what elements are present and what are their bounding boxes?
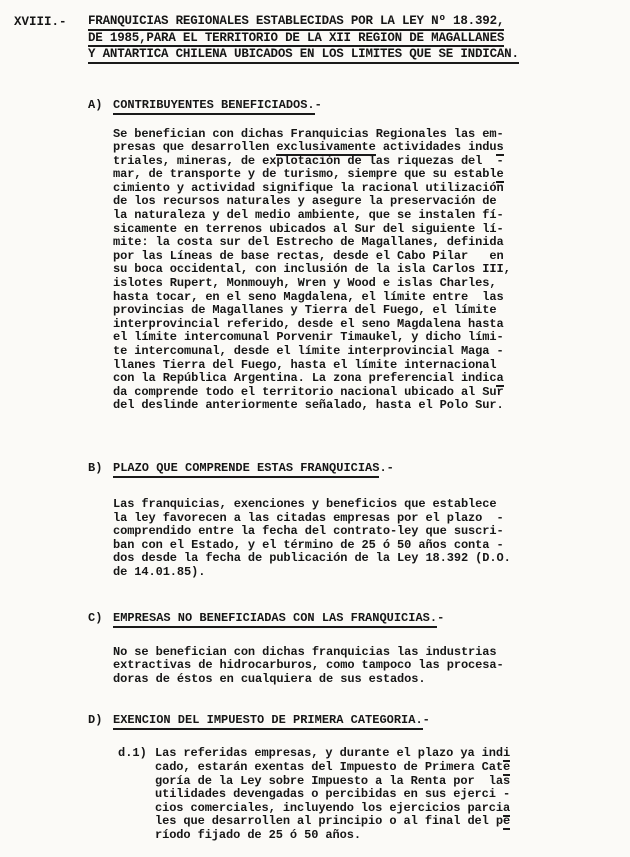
text-run: actividades indu xyxy=(375,140,497,155)
continuation-mark: i xyxy=(502,746,511,761)
section-a-title-tail: - xyxy=(314,97,322,112)
doc-numeral: XVIII.- xyxy=(14,15,67,29)
text-line: interprovincial referido, desde el seno Magdalena hasta xyxy=(113,316,504,331)
text-line: utilidades devengadas o percibidas en sus ejerci - xyxy=(155,787,511,802)
subitem-d1-paragraph xyxy=(155,747,510,842)
text-line: sicamente en terrenos ubicados al Sur del siguiente lí- xyxy=(113,221,504,236)
subitem-d1 xyxy=(118,747,630,842)
text-line: goría de la Ley sobre Impuesto a la Renta por las xyxy=(155,773,511,788)
text-line: doras de éstos en cualquiera de sus estados. xyxy=(113,671,426,686)
text-line: su boca occidental, con inclusión de la isla Carlos III, xyxy=(113,262,511,277)
section-c-title-text: EMPRESAS NO BENEFICIADAS CON LAS FRANQUICIAS. xyxy=(113,611,437,628)
text-line xyxy=(113,168,630,182)
doc-title-line-3: Y ANTARTICA CHILENA UBICADOS EN LOS LIMITES QUE SE INDICAN. xyxy=(88,48,519,64)
continuation-mark: a xyxy=(502,800,511,815)
text-run: cios comerciales, incluyendo los ejercicios parci xyxy=(155,800,503,815)
text-line xyxy=(155,747,510,761)
text-line: dos desde la fecha de publicación de la Ley 18.392 (D.O. xyxy=(113,551,511,566)
text-line xyxy=(113,141,630,155)
doc-title-line-1: FRANQUICIAS REGIONALES ESTABLECIDAS POR LA LEY Nº 18.392, xyxy=(88,15,504,31)
text-line: mite: la costa sur del Estrecho de Magallanes, definida xyxy=(113,235,504,250)
doc-title xyxy=(88,15,519,65)
text-line: No se benefician con dichas franquicias las industrias xyxy=(113,644,497,659)
text-line: ríodo fijado de 25 ó 50 años. xyxy=(155,827,361,842)
text-line: Se benefician con dichas Franquicias Regionales las em- xyxy=(113,126,504,141)
continuation-mark: a xyxy=(496,371,504,386)
text-line: hasta tocar, en el seno Magdalena, el límite entre las xyxy=(113,289,504,304)
section-b-heading xyxy=(88,461,630,475)
section-c-paragraph xyxy=(113,646,630,687)
section-b-title xyxy=(113,461,394,475)
section-d-heading xyxy=(88,713,630,727)
section-a-title-text: CONTRIBUYENTES BENEFICIADOS. xyxy=(113,98,315,115)
text-line: te intercomunal, desde el límite interprovincial Maga - xyxy=(113,344,504,358)
text-line: extractivas de hidrocarburos, como tampoco las procesa- xyxy=(113,658,504,673)
text-run: les que desarrollen al principio o al final del p xyxy=(155,814,503,829)
text-run: presas que desarrollen xyxy=(113,140,277,155)
text-line: ban con el Estado, y el término de 25 ó 50 años conta - xyxy=(113,537,504,552)
text-line: comprendido entre la fecha del contrato-ley que suscri- xyxy=(113,524,504,539)
text-line: la naturaleza y del medio ambiente, que se instalen fí- xyxy=(113,208,504,223)
underlined-word: exclusivamente xyxy=(276,140,376,155)
text-line: da comprende todo el territorio nacional ubicado al Sur xyxy=(113,384,504,399)
section-a-heading xyxy=(88,98,630,112)
text-line: cimiento y actividad signifique la racional utilización xyxy=(113,180,504,195)
text-line: triales, mineras, de explotación de las riquezas del - xyxy=(113,153,504,168)
section-d-letter: D) xyxy=(88,713,103,728)
continuation-mark: s xyxy=(496,140,504,155)
text-line: Las franquicias, exenciones y beneficios que establece xyxy=(113,496,497,511)
text-run: mar, de transporte y de turismo, siempre que su establ xyxy=(113,167,497,182)
section-d-title xyxy=(113,713,430,727)
continuation-mark: e xyxy=(502,759,511,774)
text-run: cado, estarán exentas del Impuesto de Primera Cat xyxy=(155,759,503,774)
text-line: provincias de Magallanes y Tierra del Fuego, el límite xyxy=(113,303,497,318)
text-line: el límite intercomunal Porvenir Timaukel, y dicho lími- xyxy=(113,330,504,345)
text-line xyxy=(155,761,510,775)
continuation-mark: e xyxy=(496,167,504,182)
text-run: Las referidas empresas, y durante el plazo ya ind xyxy=(155,746,503,761)
section-b-paragraph xyxy=(113,498,630,580)
doc-header xyxy=(0,15,630,65)
subitem-d1-marker: d.1) xyxy=(118,746,147,761)
text-line: llanes Tierra del Fuego, hasta el límite internacional xyxy=(113,357,497,372)
text-line: de los recursos naturales y asegure la preservación de xyxy=(113,194,497,209)
section-b-title-text: PLAZO QUE COMPRENDE ESTAS FRANQUICIAS xyxy=(113,461,379,478)
section-d-title-tail: - xyxy=(422,713,430,728)
text-line: del deslinde anteriormente señalado, hasta el Polo Sur. xyxy=(113,398,504,413)
text-line: por las Líneas de base rectas, desde el Cabo Pilar en xyxy=(113,248,504,263)
section-a-paragraph xyxy=(113,128,630,413)
continuation-mark: e xyxy=(502,814,511,829)
section-a-letter: A) xyxy=(88,97,103,112)
section-d-title-text: EXENCION DEL IMPUESTO DE PRIMERA CATEGORIA. xyxy=(113,713,423,730)
section-c-title xyxy=(113,611,444,625)
section-c-heading xyxy=(88,611,630,625)
doc-title-line-2: DE 1985,PARA EL TERRITORIO DE LA XII REGION DE MAGALLANES xyxy=(88,32,504,48)
text-line xyxy=(155,815,510,829)
section-c-title-tail: - xyxy=(437,610,445,625)
text-line xyxy=(155,802,510,816)
section-a-title xyxy=(113,98,322,112)
section-c-letter: C) xyxy=(88,610,103,625)
text-line: islotes Rupert, Monmouyh, Wren y Wood e islas Charles, xyxy=(113,276,497,291)
text-line: de 14.01.85). xyxy=(113,564,206,579)
text-run: con la República Argentina. La zona preferencial indic xyxy=(113,371,497,386)
section-b-letter: B) xyxy=(88,460,103,475)
text-line xyxy=(113,372,630,386)
section-b-title-tail: .- xyxy=(379,460,394,475)
text-line: la ley favorecen a las citadas empresas por el plazo - xyxy=(113,510,504,525)
